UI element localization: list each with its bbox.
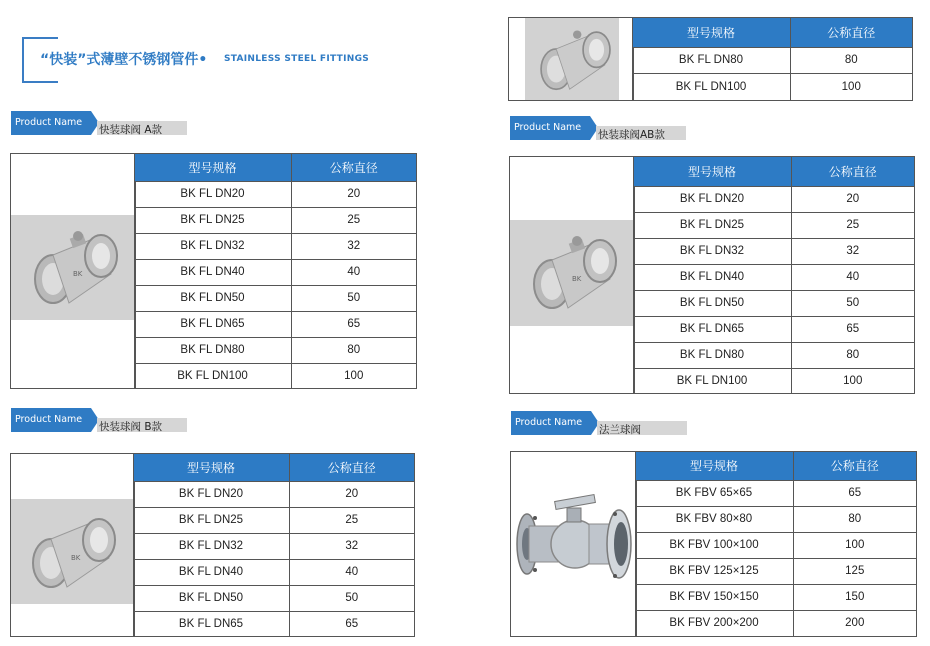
table-row <box>134 363 416 389</box>
diameter-cell: 32 <box>289 533 414 559</box>
spec-cell: BK FL DN20 <box>133 481 289 507</box>
diameter-cell: 125 <box>793 558 916 584</box>
spec-cell: BK FL DN100 <box>134 363 291 389</box>
product-image-cell <box>509 18 634 100</box>
spec-cell: BK FL DN100 <box>633 368 791 393</box>
diameter-cell: 50 <box>791 290 914 316</box>
spec-table-a <box>134 154 417 389</box>
table-row <box>134 181 416 207</box>
table-row <box>134 233 416 259</box>
table-row <box>133 585 414 611</box>
svg-text:BK: BK <box>73 270 83 278</box>
spec-cell: BK FBV 200×200 <box>635 610 793 636</box>
product-name-value: 快装球阀 A款 <box>99 124 163 136</box>
spec-cell: BK FL DN32 <box>134 233 291 259</box>
spec-cell: BK FL DN20 <box>633 186 791 212</box>
spec-table-b <box>133 454 415 636</box>
diameter-cell: 100 <box>790 73 912 100</box>
title-english: STAINLESS STEEL FITTINGS <box>224 54 370 64</box>
spec-cell: BK FL DN25 <box>633 212 791 238</box>
column-header-spec: 型号规格 <box>134 154 291 181</box>
table-row <box>133 481 414 507</box>
svg-text:BK: BK <box>71 554 81 562</box>
product-image-cell <box>11 454 135 636</box>
quick-ball-valve-image <box>522 229 622 315</box>
product-name-tag-flange <box>511 411 701 441</box>
column-header-diameter: 公称直径 <box>291 154 416 181</box>
product-name-value: 法兰球阀 <box>599 424 641 436</box>
diameter-cell: 25 <box>791 212 914 238</box>
product-name-value: 快装球阀 B款 <box>99 421 163 433</box>
spec-cell: BK FL DN40 <box>133 559 289 585</box>
spec-cell: BK FL DN80 <box>632 47 790 73</box>
spec-table-block-ab <box>509 156 915 394</box>
page-title <box>22 37 462 85</box>
product-name-label: Product Name <box>11 408 91 432</box>
spec-cell: BK FBV 65×65 <box>635 480 793 506</box>
column-header-spec: 型号规格 <box>133 454 289 481</box>
table-row <box>633 186 914 212</box>
table-row <box>635 584 916 610</box>
product-image-cell <box>511 452 637 636</box>
table-row <box>134 337 416 363</box>
product-name-value: 快装球阀AB款 <box>598 129 665 141</box>
diameter-cell: 65 <box>793 480 916 506</box>
table-row <box>133 507 414 533</box>
diameter-cell: 65 <box>791 316 914 342</box>
diameter-cell: 32 <box>791 238 914 264</box>
svg-text:BK: BK <box>572 275 582 283</box>
spec-cell: BK FBV 80×80 <box>635 506 793 532</box>
product-name-label: Product Name <box>511 411 591 435</box>
spec-cell: BK FL DN20 <box>134 181 291 207</box>
column-header-diameter: 公称直径 <box>790 18 912 47</box>
spec-cell: BK FBV 100×100 <box>635 532 793 558</box>
diameter-cell: 200 <box>793 610 916 636</box>
table-row <box>633 238 914 264</box>
spec-cell: BK FL DN32 <box>133 533 289 559</box>
table-row <box>134 207 416 233</box>
diameter-cell: 40 <box>291 259 416 285</box>
diameter-cell: 150 <box>793 584 916 610</box>
diameter-cell: 40 <box>791 264 914 290</box>
diameter-cell: 20 <box>291 181 416 207</box>
diameter-cell: 40 <box>289 559 414 585</box>
spec-cell: BK FL DN80 <box>134 337 291 363</box>
diameter-cell: 20 <box>289 481 414 507</box>
spec-cell: BK FL DN25 <box>133 507 289 533</box>
spec-cell: BK FL DN65 <box>633 316 791 342</box>
diameter-cell: 80 <box>291 337 416 363</box>
spec-cell: BK FL DN32 <box>633 238 791 264</box>
diameter-cell: 32 <box>291 233 416 259</box>
diameter-cell: 80 <box>791 342 914 368</box>
spec-table-ab <box>633 157 915 393</box>
flanged-ball-valve-image <box>515 490 633 586</box>
column-header-spec: 型号规格 <box>635 452 793 480</box>
product-name-tag-b <box>11 408 201 438</box>
table-row <box>635 532 916 558</box>
spec-cell: BK FL DN80 <box>633 342 791 368</box>
spec-table-block-continued <box>508 17 913 101</box>
product-name-label: Product Name <box>11 111 91 135</box>
table-row <box>134 285 416 311</box>
diameter-cell: 80 <box>790 47 912 73</box>
column-header-diameter: 公称直径 <box>793 452 916 480</box>
column-header-diameter: 公称直径 <box>289 454 414 481</box>
table-row <box>134 311 416 337</box>
product-image-cell <box>510 157 635 393</box>
diameter-cell: 100 <box>291 363 416 389</box>
title-chinese: “快装”式薄壁不锈钢管件• <box>40 52 208 68</box>
spec-cell: BK FL DN65 <box>133 611 289 636</box>
table-row <box>632 73 912 100</box>
spec-cell: BK FBV 125×125 <box>635 558 793 584</box>
diameter-cell: 25 <box>291 207 416 233</box>
diameter-cell: 50 <box>291 285 416 311</box>
table-row <box>134 259 416 285</box>
table-row <box>635 506 916 532</box>
table-row <box>133 559 414 585</box>
table-row <box>633 212 914 238</box>
product-name-label: Product Name <box>510 116 590 140</box>
spec-table-continued <box>632 18 913 100</box>
diameter-cell: 65 <box>291 311 416 337</box>
diameter-cell: 20 <box>791 186 914 212</box>
table-row <box>633 264 914 290</box>
table-row <box>633 342 914 368</box>
spec-table-block-flange <box>510 451 917 637</box>
diameter-cell: 100 <box>791 368 914 393</box>
product-name-tag-ab <box>510 116 700 146</box>
spec-cell: BK FL DN50 <box>133 585 289 611</box>
spec-cell: BK FL DN50 <box>134 285 291 311</box>
diameter-cell: 25 <box>289 507 414 533</box>
diameter-cell: 65 <box>289 611 414 636</box>
table-row <box>633 316 914 342</box>
diameter-cell: 50 <box>289 585 414 611</box>
table-row <box>635 480 916 506</box>
table-row <box>635 558 916 584</box>
spec-cell: BK FL DN65 <box>134 311 291 337</box>
spec-cell: BK FL DN25 <box>134 207 291 233</box>
column-header-spec: 型号规格 <box>632 18 790 47</box>
spec-cell: BK FL DN50 <box>633 290 791 316</box>
diameter-cell: 100 <box>793 532 916 558</box>
table-row <box>635 610 916 636</box>
table-row <box>632 47 912 73</box>
spec-cell: BK FL DN40 <box>134 259 291 285</box>
spec-table-flange <box>635 452 917 636</box>
spec-cell: BK FBV 150×150 <box>635 584 793 610</box>
quick-ball-valve-image <box>21 508 121 594</box>
spec-cell: BK FL DN100 <box>632 73 790 100</box>
table-row <box>133 611 414 636</box>
spec-table-block-a <box>10 153 417 389</box>
column-header-diameter: 公称直径 <box>791 157 914 186</box>
table-row <box>633 368 914 393</box>
product-image-cell <box>11 154 136 388</box>
spec-cell: BK FL DN40 <box>633 264 791 290</box>
table-row <box>633 290 914 316</box>
product-name-tag-a <box>11 111 201 141</box>
table-row <box>133 533 414 559</box>
quick-ball-valve-image <box>23 224 123 310</box>
quick-ball-valve-image <box>531 22 615 96</box>
spec-table-block-b <box>10 453 415 637</box>
column-header-spec: 型号规格 <box>633 157 791 186</box>
diameter-cell: 80 <box>793 506 916 532</box>
